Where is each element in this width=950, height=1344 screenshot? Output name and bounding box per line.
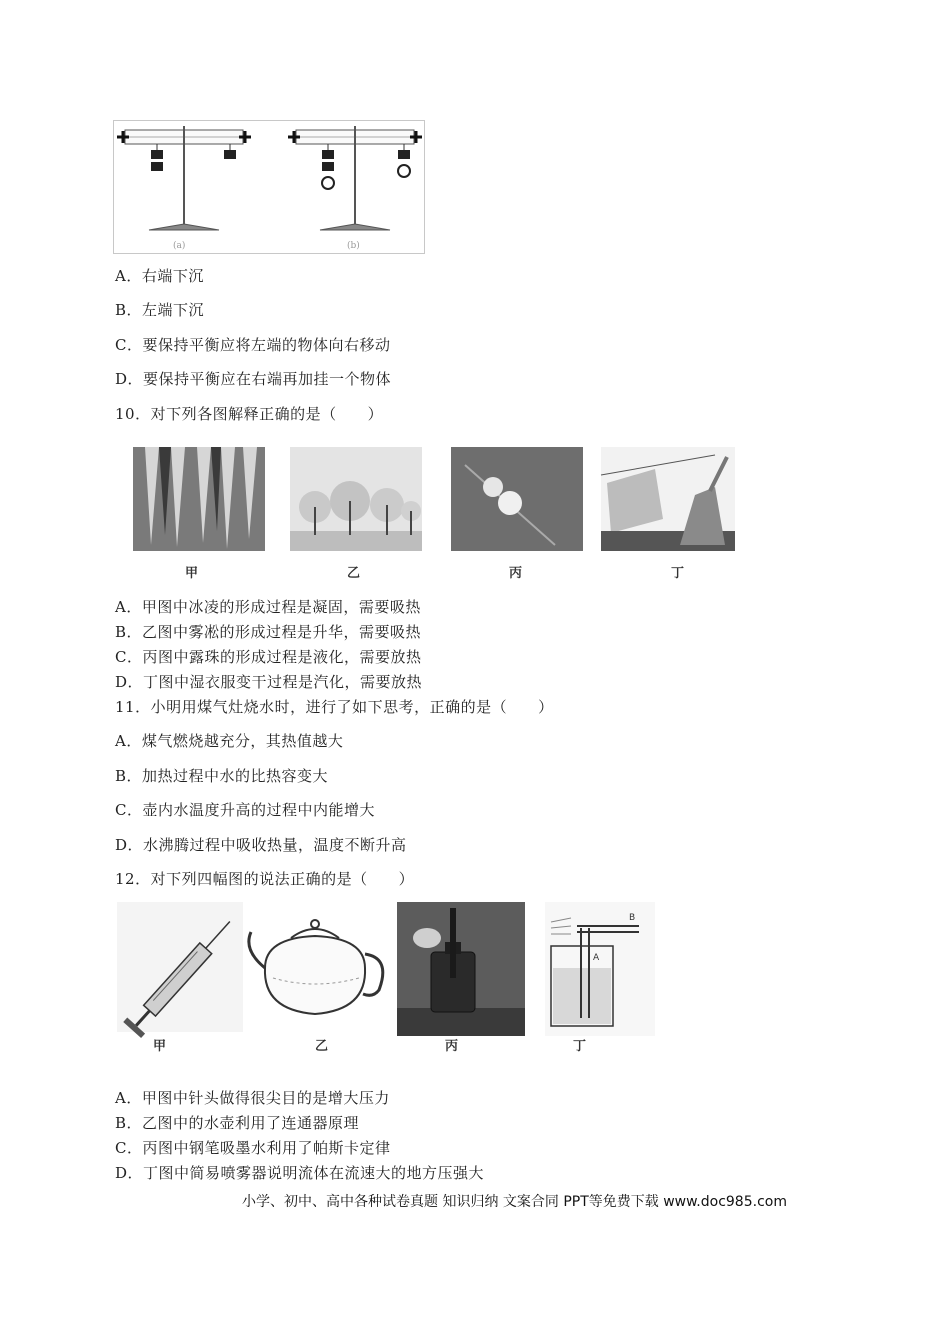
q11-option-b: B．加热过程中水的比热容变大 bbox=[115, 767, 329, 785]
photo-dew-drop bbox=[451, 447, 583, 551]
q12-option-b: B．乙图中的水壶利用了连通器原理 bbox=[115, 1114, 360, 1132]
q10-option-b: B．乙图中雾凇的形成过程是升华，需要吸热 bbox=[115, 623, 422, 641]
q9-option-b: B．左端下沉 bbox=[115, 301, 205, 319]
q11-stem: 11．小明用煤气灶烧水时，进行了如下思考，正确的是（ ） bbox=[115, 698, 554, 716]
q10-option-d: D．丁图中湿衣服变干过程是汽化，需要放热 bbox=[115, 673, 423, 691]
q11-option-d: D．水沸腾过程中吸收热量，温度不断升高 bbox=[115, 836, 407, 854]
q12-figures bbox=[115, 898, 655, 1058]
q10-label-ding: 丁 bbox=[671, 566, 685, 581]
teapot-image bbox=[249, 920, 383, 1014]
q9-option-c: C．要保持平衡应将左端的物体向右移动 bbox=[115, 336, 391, 354]
photo-icicles bbox=[133, 447, 265, 551]
q12-option-a: A．甲图中针头做得很尖目的是增大压力 bbox=[115, 1089, 390, 1107]
sprayer-diagram bbox=[545, 902, 655, 1036]
q12-stem: 12．对下列四幅图的说法正确的是（ ） bbox=[115, 870, 415, 888]
q12-label-ding: 丁 bbox=[573, 1039, 587, 1054]
q10-label-yi: 乙 bbox=[347, 566, 361, 581]
q9-option-a: A．右端下沉 bbox=[115, 267, 204, 285]
q10-label-bing: 丙 bbox=[509, 566, 523, 581]
q10-photos-figure bbox=[115, 435, 753, 587]
q11-option-a: A．煤气燃烧越充分，其热值越大 bbox=[115, 732, 344, 750]
caption-a: (a) bbox=[173, 241, 186, 251]
q10-option-a: A．甲图中冰凌的形成过程是凝固，需要吸热 bbox=[115, 598, 421, 616]
q11-option-c: C．壶内水温度升高的过程中内能增大 bbox=[115, 801, 375, 819]
q12-option-d: D．丁图中简易喷雾器说明流体在流速大的地方压强大 bbox=[115, 1164, 485, 1182]
q12-option-c: C．丙图中钢笔吸墨水利用了帕斯卡定律 bbox=[115, 1139, 391, 1157]
q10-stem: 10．对下列各图解释正确的是（ ） bbox=[115, 405, 384, 423]
q10-label-jia: 甲 bbox=[185, 566, 199, 581]
sprayer-label-a: A bbox=[593, 953, 600, 963]
photo-laundry bbox=[601, 447, 735, 551]
q10-option-c: C．丙图中露珠的形成过程是液化，需要放热 bbox=[115, 648, 422, 666]
syringe-image bbox=[117, 902, 243, 1038]
sprayer-label-b: B bbox=[629, 913, 636, 923]
lever-balance-figure bbox=[113, 120, 425, 254]
q12-label-bing: 丙 bbox=[445, 1039, 459, 1054]
q12-label-yi: 乙 bbox=[315, 1039, 329, 1054]
pen-ink-image bbox=[397, 902, 525, 1036]
q9-option-d: D．要保持平衡应在右端再加挂一个物体 bbox=[115, 370, 392, 388]
footer-text: 小学、初中、高中各种试卷真题 知识归纳 文案合同 PPT等免费下载 www.doc985.com bbox=[242, 1194, 787, 1210]
photo-rime-trees bbox=[290, 447, 422, 551]
q12-label-jia: 甲 bbox=[153, 1039, 167, 1054]
caption-b: (b) bbox=[347, 241, 360, 251]
